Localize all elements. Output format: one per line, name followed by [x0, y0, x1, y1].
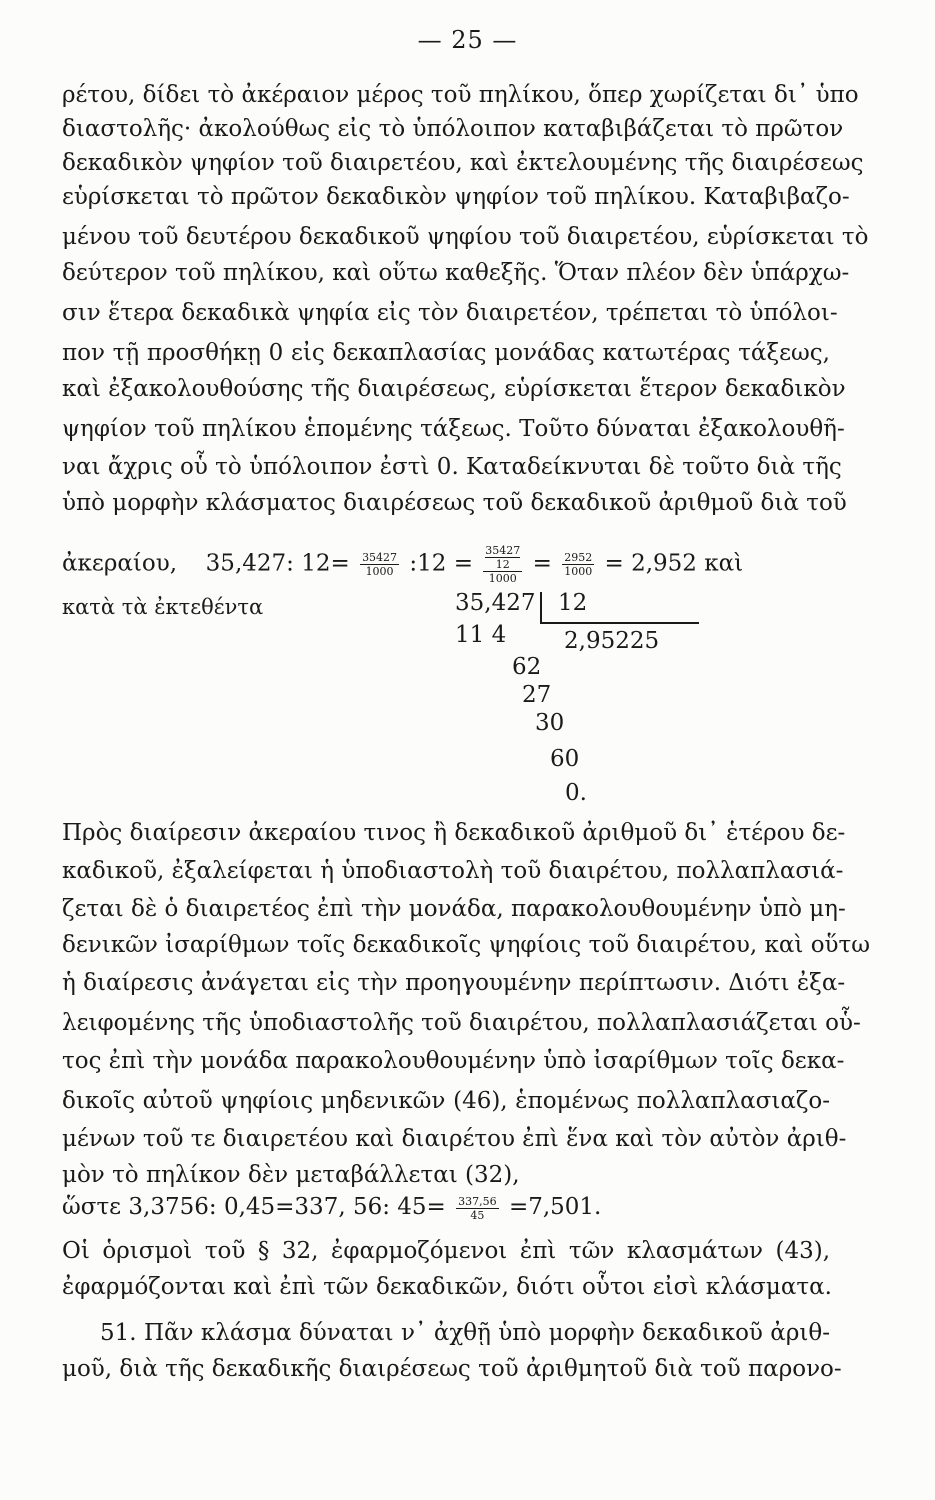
- equation-result: = 2,952 καὶ: [604, 550, 744, 577]
- text-line: δεύτερον τοῦ πηλίκου, καὶ οὕτω καθεξῆς. Ὅταν πλέον δὲν ὑπάρχω-: [62, 260, 850, 286]
- equation2-line: [62, 1192, 601, 1222]
- text-line: δεκαδικὸν ψηφίον τοῦ διαιρετέου, καὶ ἐκτελουμένης τῆς διαιρέσεως: [62, 150, 864, 176]
- text-line: 51. Πᾶν κλάσμα δύναται ν᾽ ἀχθῇ ὑπὸ μορφὴν δεκαδικοῦ ἀριθ-: [100, 1320, 830, 1346]
- equation-lead: ἀκεραίου,: [62, 550, 178, 577]
- division-bar-vertical: [540, 592, 542, 624]
- text-line: Πρὸς διαίρεσιν ἀκεραίου τινος ἢ δεκαδικοῦ ἀριθμοῦ δι᾽ ἑτέρου δε-: [62, 820, 846, 846]
- division-quotient: 2,95225: [564, 628, 660, 654]
- text-line: εὑρίσκεται τὸ πρῶτον δεκαδικὸν ψηφίον τοῦ πηλίκου. Καταβιβαζο-: [62, 184, 850, 210]
- division-step: 11 4: [455, 622, 507, 648]
- division-step: 62: [512, 654, 542, 680]
- equation-mid: :12 =: [409, 550, 473, 577]
- equation2-result: =7,501.: [508, 1194, 602, 1220]
- division-step: 60: [550, 746, 580, 772]
- equation-expr-start: 35,427: 12=: [205, 550, 350, 577]
- text-line: λειφομένης τῆς ὑποδιαστολῆς τοῦ διαιρέτου, πολλαπλασιάζεται οὗ-: [62, 1010, 861, 1036]
- text-line: μένου τοῦ δευτέρου δεκαδικοῦ ψηφίου τοῦ διαιρετέου, εὑρίσκεται τὸ: [62, 224, 869, 250]
- division-divisor: 12: [558, 590, 588, 616]
- text-line: ἐφαρμόζονται καὶ ἐπὶ τῶν δεκαδικῶν, διότι οὗτοι εἰσὶ κλάσματα.: [62, 1274, 832, 1300]
- text-line: δενικῶν ἰσαρίθμων τοῖς δεκαδικοῖς ψηφίοις τοῦ διαιρέτου, καὶ οὕτω: [62, 932, 870, 958]
- equation2-lead: ὥστε 3,3756: 0,45=337, 56: 45=: [62, 1194, 446, 1220]
- fraction-4: $\frac{337,56}{45}$: [458, 1194, 497, 1222]
- division-bar-horizontal: [541, 622, 699, 624]
- fraction-1: $\frac{35427}{1000}$: [362, 551, 398, 578]
- page-number: — 25 —: [417, 26, 518, 54]
- equation-eq: =: [532, 550, 552, 577]
- text-line: μένων τοῦ τε διαιρετέου καὶ διαιρέτου ἐπὶ ἕνα καὶ τὸν αὐτὸν ἀριθ-: [62, 1126, 847, 1152]
- text-line: σιν ἕτερα δεκαδικὰ ψηφία εἰς τὸν διαιρετέον, τρέπεται τὸ ὑπόλοι-: [62, 300, 838, 326]
- text-line: ζεται δὲ ὁ διαιρετέος ἐπὶ τὴν μονάδα, παρακολουθουμένην ὑπὸ μη-: [62, 896, 846, 922]
- text-line: τος ἐπὶ τὴν μονάδα παρακολουθουμένην ὑπὸ ἰσαρίθμων τοῖς δεκα-: [62, 1048, 845, 1074]
- fraction-2: 35427 12 1000: [485, 544, 521, 585]
- equation-line: [62, 544, 743, 585]
- division-dividend: 35,427: [455, 590, 536, 616]
- text-line: καὶ ἐξακολουθούσης τῆς διαιρέσεως, εὑρίσκεται ἕτερον δεκαδικὸν: [62, 376, 846, 402]
- fraction-3: $\frac{2952}{1000}$: [564, 551, 593, 578]
- division-label: κατὰ τὰ ἐκτεθέντα: [62, 595, 264, 619]
- text-line: καδικοῦ, ἐξαλείφεται ἡ ὑποδιαστολὴ τοῦ διαιρέτου, πολλαπλασιά-: [62, 858, 844, 884]
- text-line: ἡ διαίρεσις ἀνάγεται εἰς τὴν προηγουμένην περίπτωσιν. Διότι ἐξα-: [62, 970, 846, 996]
- text-line: διαστολῆς· ἀκολούθως εἰς τὸ ὑπόλοιπον καταβιβάζεται τὸ πρῶτον: [62, 116, 844, 142]
- text-line: ρέτου, δίδει τὸ ἀκέραιον μέρος τοῦ πηλίκου, ὅπερ χωρίζεται δι᾽ ὑπο: [62, 82, 859, 108]
- text-line: Οἱ ὁρισμοὶ τοῦ § 32, ἐφαρμοζόμενοι ἐπὶ τῶν κλασμάτων (43),: [62, 1238, 830, 1264]
- text-line: πον τῇ προσθήκῃ 0 εἰς δεκαπλασίας μονάδας κατωτέρας τάξεως,: [62, 340, 830, 366]
- division-step: 30: [535, 710, 565, 736]
- text-line: ναι ἄχρις οὗ τὸ ὑπόλοιπον ἐστὶ 0. Καταδείκνυται δὲ τοῦτο διὰ τῆς: [62, 454, 842, 480]
- division-step: 27: [522, 682, 552, 708]
- text-line: μοῦ, διὰ τῆς δεκαδικῆς διαιρέσεως τοῦ ἀριθμητοῦ διὰ τοῦ παρονο-: [62, 1356, 842, 1382]
- division-step: 0.: [565, 780, 587, 806]
- text-line: δικοῖς αὐτοῦ ψηφίοις μηδενικῶν (46), ἑπομένως πολλαπλασιαζο-: [62, 1088, 830, 1114]
- text-line: μὸν τὸ πηλίκον δὲν μεταβάλλεται (32),: [62, 1162, 520, 1188]
- text-line: ὑπὸ μορφὴν κλάσματος διαιρέσεως τοῦ δεκαδικοῦ ἀριθμοῦ διὰ τοῦ: [62, 490, 847, 516]
- text-line: ψηφίον τοῦ πηλίκου ἑπομένης τάξεως. Τοῦτο δύναται ἐξακολουθῆ-: [62, 416, 845, 442]
